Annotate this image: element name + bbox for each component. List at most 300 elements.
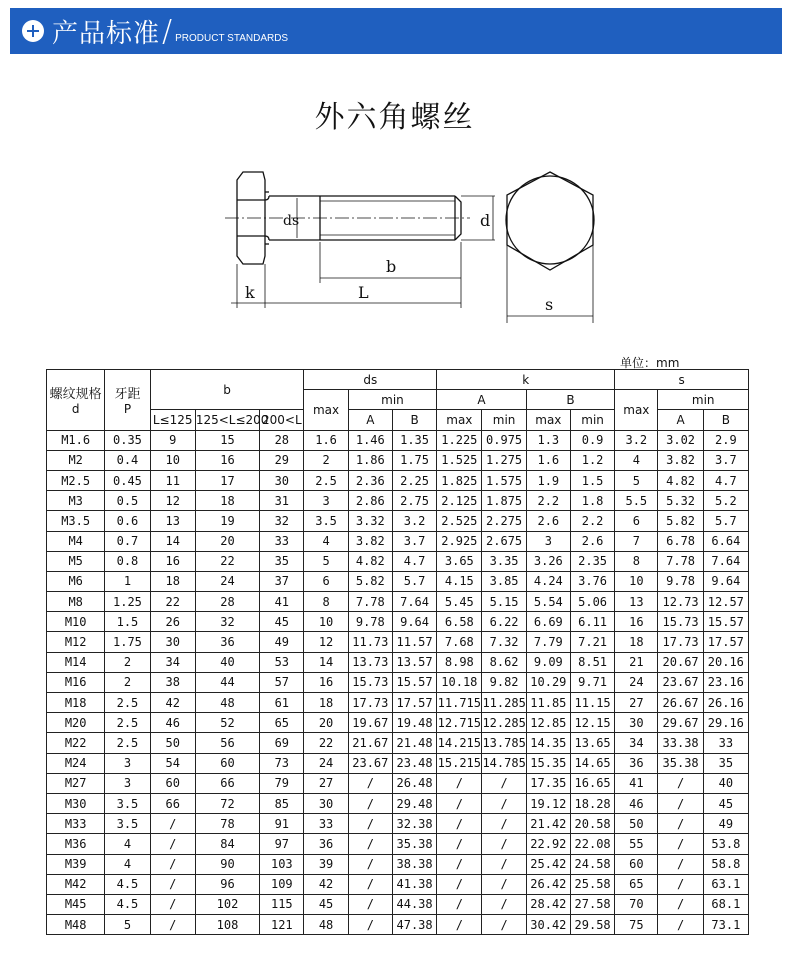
table-cell: 30 bbox=[260, 470, 304, 490]
table-cell: 9.82 bbox=[482, 672, 526, 692]
table-cell: 1.8 bbox=[570, 491, 614, 511]
table-cell: 30 bbox=[150, 632, 195, 652]
table-cell: 13.73 bbox=[348, 652, 392, 672]
table-cell: 7.21 bbox=[570, 632, 614, 652]
table-cell: 3.7 bbox=[392, 531, 436, 551]
table-cell: 3.82 bbox=[658, 450, 703, 470]
table-cell: 57 bbox=[260, 672, 304, 692]
table-cell: / bbox=[150, 814, 195, 834]
table-row bbox=[47, 430, 749, 450]
table-cell: 6.69 bbox=[526, 612, 570, 632]
thread-size-cell: M4 bbox=[47, 531, 105, 551]
table-cell: 0.35 bbox=[105, 430, 150, 450]
table-cell: 14.215 bbox=[437, 733, 482, 753]
table-cell: 1.75 bbox=[105, 632, 150, 652]
table-cell: 32 bbox=[260, 511, 304, 531]
banner-slash: / bbox=[162, 13, 173, 49]
table-cell: / bbox=[150, 854, 195, 874]
table-cell: / bbox=[348, 814, 392, 834]
table-cell: 58.8 bbox=[703, 854, 748, 874]
table-cell: 39 bbox=[304, 854, 348, 874]
table-cell: 21 bbox=[615, 652, 658, 672]
table-cell: 1.5 bbox=[105, 612, 150, 632]
table-cell: 5 bbox=[105, 915, 150, 935]
table-cell: / bbox=[482, 874, 526, 894]
table-cell: 3.85 bbox=[482, 571, 526, 591]
table-cell: / bbox=[150, 894, 195, 914]
banner-subtitle: PRODUCT STANDARDS bbox=[175, 32, 289, 44]
thread-size-cell: M10 bbox=[47, 612, 105, 632]
table-cell: 69 bbox=[260, 733, 304, 753]
table-cell: 91 bbox=[260, 814, 304, 834]
d-label: d bbox=[480, 211, 491, 230]
table-cell: 2.125 bbox=[437, 491, 482, 511]
table-cell: 6.58 bbox=[437, 612, 482, 632]
table-cell: / bbox=[348, 834, 392, 854]
table-cell: 1.2 bbox=[570, 450, 614, 470]
table-cell: 23.67 bbox=[348, 753, 392, 773]
table-cell: 1.3 bbox=[526, 430, 570, 450]
table-cell: 26.48 bbox=[392, 773, 436, 793]
table-cell: 19.12 bbox=[526, 793, 570, 813]
table-cell: 34 bbox=[615, 733, 658, 753]
table-row bbox=[47, 571, 749, 591]
table-cell: 14 bbox=[150, 531, 195, 551]
table-row bbox=[47, 632, 749, 652]
table-cell: 12.73 bbox=[658, 592, 703, 612]
table-cell: 33 bbox=[703, 733, 748, 753]
header-ds-min: min bbox=[348, 390, 437, 410]
table-cell: 41 bbox=[260, 592, 304, 612]
table-cell: 0.6 bbox=[105, 511, 150, 531]
table-cell: 1.35 bbox=[392, 430, 436, 450]
thread-size-cell: M6 bbox=[47, 571, 105, 591]
table-cell: 12 bbox=[304, 632, 348, 652]
header-k-B: B bbox=[526, 390, 615, 410]
table-cell: 13 bbox=[150, 511, 195, 531]
table-cell: 14 bbox=[304, 652, 348, 672]
table-cell: 19.67 bbox=[348, 713, 392, 733]
table-cell: / bbox=[437, 814, 482, 834]
table-cell: / bbox=[348, 854, 392, 874]
table-cell: 5.5 bbox=[615, 491, 658, 511]
thread-size-cell: M48 bbox=[47, 915, 105, 935]
table-cell: 2.86 bbox=[348, 491, 392, 511]
table-cell: 1.86 bbox=[348, 450, 392, 470]
table-cell: 37 bbox=[260, 571, 304, 591]
table-cell: 12.285 bbox=[482, 713, 526, 733]
table-cell: 6.22 bbox=[482, 612, 526, 632]
header-spec: 螺纹规格 d bbox=[47, 370, 105, 431]
table-cell: 3.5 bbox=[105, 814, 150, 834]
table-cell: 0.975 bbox=[482, 430, 526, 450]
table-cell: 28 bbox=[260, 430, 304, 450]
table-cell: 0.4 bbox=[105, 450, 150, 470]
table-cell: 20 bbox=[304, 713, 348, 733]
unit-label: 单位：mm bbox=[620, 356, 680, 370]
table-cell: / bbox=[482, 793, 526, 813]
b-label: b bbox=[386, 257, 397, 276]
table-cell: 21.42 bbox=[526, 814, 570, 834]
table-cell: 13 bbox=[615, 592, 658, 612]
k-label: k bbox=[245, 283, 255, 302]
thread-size-cell: M33 bbox=[47, 814, 105, 834]
table-cell: 2.9 bbox=[703, 430, 748, 450]
table-cell: 13.785 bbox=[482, 733, 526, 753]
table-row bbox=[47, 652, 749, 672]
table-cell: 53 bbox=[260, 652, 304, 672]
table-cell: 44.38 bbox=[392, 894, 436, 914]
table-cell: 40 bbox=[703, 773, 748, 793]
table-cell: 11.57 bbox=[392, 632, 436, 652]
table-cell: 55 bbox=[615, 834, 658, 854]
table-cell: / bbox=[658, 773, 703, 793]
table-cell: 4.7 bbox=[392, 551, 436, 571]
table-cell: / bbox=[348, 773, 392, 793]
table-cell: 2.75 bbox=[392, 491, 436, 511]
table-cell: 1.525 bbox=[437, 450, 482, 470]
table-cell: 30 bbox=[304, 793, 348, 813]
table-cell: 27 bbox=[615, 693, 658, 713]
table-cell: 5.82 bbox=[348, 571, 392, 591]
table-cell: 3 bbox=[105, 773, 150, 793]
table-row bbox=[47, 612, 749, 632]
table-cell: 36 bbox=[304, 834, 348, 854]
table-cell: / bbox=[658, 874, 703, 894]
table-cell: 10 bbox=[615, 571, 658, 591]
table-cell: 45 bbox=[304, 894, 348, 914]
table-cell: / bbox=[482, 894, 526, 914]
table-cell: 35 bbox=[703, 753, 748, 773]
table-cell: 7.78 bbox=[348, 592, 392, 612]
table-cell: 28 bbox=[195, 592, 259, 612]
table-cell: 2.36 bbox=[348, 470, 392, 490]
table-cell: 5 bbox=[304, 551, 348, 571]
table-cell: 45 bbox=[703, 793, 748, 813]
table-cell: 17.35 bbox=[526, 773, 570, 793]
table-cell: 18.28 bbox=[570, 793, 614, 813]
table-cell: 11.85 bbox=[526, 693, 570, 713]
table-cell: 2.6 bbox=[570, 531, 614, 551]
table-cell: 60 bbox=[150, 773, 195, 793]
table-cell: 61 bbox=[260, 693, 304, 713]
table-cell: 4.5 bbox=[105, 894, 150, 914]
table-cell: 108 bbox=[195, 915, 259, 935]
table-cell: 7.32 bbox=[482, 632, 526, 652]
table-cell: / bbox=[150, 834, 195, 854]
table-cell: 32.38 bbox=[392, 814, 436, 834]
table-cell: / bbox=[658, 793, 703, 813]
table-cell: / bbox=[437, 793, 482, 813]
table-cell: 26 bbox=[150, 612, 195, 632]
header-b-sub: L≤125 bbox=[150, 410, 195, 430]
table-cell: 0.8 bbox=[105, 551, 150, 571]
table-cell: 1.825 bbox=[437, 470, 482, 490]
table-cell: 16.65 bbox=[570, 773, 614, 793]
table-cell: 11.715 bbox=[437, 693, 482, 713]
thread-size-cell: M3 bbox=[47, 491, 105, 511]
table-cell: 72 bbox=[195, 793, 259, 813]
table-row bbox=[47, 793, 749, 813]
table-cell: 3.82 bbox=[348, 531, 392, 551]
table-row bbox=[47, 753, 749, 773]
table-cell: 20 bbox=[195, 531, 259, 551]
table-cell: 1.225 bbox=[437, 430, 482, 450]
table-cell: 2.675 bbox=[482, 531, 526, 551]
table-cell: 19.48 bbox=[392, 713, 436, 733]
table-cell: 10.29 bbox=[526, 672, 570, 692]
table-cell: 8 bbox=[304, 592, 348, 612]
table-cell: 24 bbox=[304, 753, 348, 773]
table-cell: 3 bbox=[526, 531, 570, 551]
table-cell: 8.51 bbox=[570, 652, 614, 672]
table-row bbox=[47, 713, 749, 733]
header-pitch: 牙距 P bbox=[105, 370, 150, 431]
table-cell: 26.67 bbox=[658, 693, 703, 713]
table-cell: 30.42 bbox=[526, 915, 570, 935]
banner-title: 产品标准 bbox=[52, 18, 161, 49]
table-cell: / bbox=[150, 915, 195, 935]
table-cell: 5.32 bbox=[658, 491, 703, 511]
table-cell: 12.57 bbox=[703, 592, 748, 612]
table-row bbox=[47, 470, 749, 490]
header-s-min-B: B bbox=[703, 410, 748, 430]
table-cell: 0.7 bbox=[105, 531, 150, 551]
table-cell: / bbox=[482, 854, 526, 874]
table-cell: 0.45 bbox=[105, 470, 150, 490]
table-cell: 2.5 bbox=[304, 470, 348, 490]
table-cell: 4.7 bbox=[703, 470, 748, 490]
table-cell: 1.6 bbox=[304, 430, 348, 450]
table-cell: 66 bbox=[195, 773, 259, 793]
table-cell: 3.65 bbox=[437, 551, 482, 571]
section-banner bbox=[10, 8, 782, 54]
table-cell: 44 bbox=[195, 672, 259, 692]
table-cell: 41.38 bbox=[392, 874, 436, 894]
table-row bbox=[47, 551, 749, 571]
table-cell: / bbox=[658, 814, 703, 834]
table-cell: / bbox=[348, 915, 392, 935]
table-cell: 15.35 bbox=[526, 753, 570, 773]
thread-size-cell: M42 bbox=[47, 874, 105, 894]
table-cell: 103 bbox=[260, 854, 304, 874]
table-cell: 9.78 bbox=[658, 571, 703, 591]
table-cell: 35 bbox=[260, 551, 304, 571]
table-cell: 2.5 bbox=[105, 733, 150, 753]
table-cell: / bbox=[482, 834, 526, 854]
thread-size-cell: M16 bbox=[47, 672, 105, 692]
thread-size-cell: M24 bbox=[47, 753, 105, 773]
thread-size-cell: M3.5 bbox=[47, 511, 105, 531]
table-cell: 7.78 bbox=[658, 551, 703, 571]
table-cell: 42 bbox=[150, 693, 195, 713]
table-cell: 19 bbox=[195, 511, 259, 531]
table-cell: 34 bbox=[150, 652, 195, 672]
table-cell: 9.71 bbox=[570, 672, 614, 692]
table-row bbox=[47, 894, 749, 914]
table-cell: 4.5 bbox=[105, 874, 150, 894]
header-s-min: min bbox=[658, 390, 749, 410]
table-cell: 30 bbox=[615, 713, 658, 733]
table-cell: 1.275 bbox=[482, 450, 526, 470]
table-cell: 2.525 bbox=[437, 511, 482, 531]
table-cell: 48 bbox=[195, 693, 259, 713]
table-cell: 18 bbox=[195, 491, 259, 511]
thread-size-cell: M18 bbox=[47, 693, 105, 713]
table-cell: 6 bbox=[304, 571, 348, 591]
header-s-max: max bbox=[615, 390, 658, 430]
table-cell: 70 bbox=[615, 894, 658, 914]
table-cell: 11.285 bbox=[482, 693, 526, 713]
table-cell: 53.8 bbox=[703, 834, 748, 854]
table-cell: 12.85 bbox=[526, 713, 570, 733]
table-cell: 16 bbox=[195, 450, 259, 470]
table-cell: 8 bbox=[615, 551, 658, 571]
thread-size-cell: M2.5 bbox=[47, 470, 105, 490]
table-cell: 33.38 bbox=[658, 733, 703, 753]
table-cell: 36 bbox=[615, 753, 658, 773]
table-cell: 90 bbox=[195, 854, 259, 874]
table-cell: 1.6 bbox=[526, 450, 570, 470]
table-cell: 22.92 bbox=[526, 834, 570, 854]
header-s: s bbox=[615, 370, 749, 390]
table-cell: 47.38 bbox=[392, 915, 436, 935]
table-cell: 6.64 bbox=[703, 531, 748, 551]
table-cell: 5.06 bbox=[570, 592, 614, 612]
table-cell: 13.65 bbox=[570, 733, 614, 753]
table-cell: 1.5 bbox=[570, 470, 614, 490]
table-cell: 20.67 bbox=[658, 652, 703, 672]
thread-size-cell: M14 bbox=[47, 652, 105, 672]
table-cell: 42 bbox=[304, 874, 348, 894]
table-cell: 15.57 bbox=[703, 612, 748, 632]
thread-size-cell: M36 bbox=[47, 834, 105, 854]
table-cell: 2.925 bbox=[437, 531, 482, 551]
table-cell: 14.785 bbox=[482, 753, 526, 773]
table-cell: 24 bbox=[615, 672, 658, 692]
table-cell: 16 bbox=[304, 672, 348, 692]
ds-label: ds bbox=[283, 213, 300, 229]
table-cell: 24 bbox=[195, 571, 259, 591]
table-cell: 28.42 bbox=[526, 894, 570, 914]
table-cell: 50 bbox=[150, 733, 195, 753]
L-label: L bbox=[358, 283, 369, 302]
table-cell: 50 bbox=[615, 814, 658, 834]
table-cell: 3.35 bbox=[482, 551, 526, 571]
table-cell: 14.35 bbox=[526, 733, 570, 753]
table-cell: / bbox=[348, 793, 392, 813]
table-cell: 27.58 bbox=[570, 894, 614, 914]
thread-size-cell: M12 bbox=[47, 632, 105, 652]
table-cell: 20.58 bbox=[570, 814, 614, 834]
table-cell: 5.45 bbox=[437, 592, 482, 612]
table-cell: 25.42 bbox=[526, 854, 570, 874]
table-row bbox=[47, 592, 749, 612]
header-k-A-min: min bbox=[482, 410, 526, 430]
table-row bbox=[47, 672, 749, 692]
table-cell: 7.64 bbox=[703, 551, 748, 571]
table-cell: 17.57 bbox=[392, 693, 436, 713]
hex-bolt-drawing bbox=[215, 158, 615, 323]
table-cell: 23.16 bbox=[703, 672, 748, 692]
table-cell: / bbox=[150, 874, 195, 894]
table-cell: 41 bbox=[615, 773, 658, 793]
table-cell: 18 bbox=[304, 693, 348, 713]
header-ds: ds bbox=[304, 370, 437, 390]
table-cell: 49 bbox=[260, 632, 304, 652]
table-cell: / bbox=[348, 894, 392, 914]
table-cell: / bbox=[658, 834, 703, 854]
table-cell: / bbox=[437, 773, 482, 793]
table-cell: 7.79 bbox=[526, 632, 570, 652]
table-cell: 1.25 bbox=[105, 592, 150, 612]
plus-circle-icon bbox=[22, 20, 44, 42]
page-title: 外六角螺丝 bbox=[314, 100, 475, 135]
table-cell: 109 bbox=[260, 874, 304, 894]
s-label: s bbox=[545, 295, 554, 314]
table-cell: 5.7 bbox=[392, 571, 436, 591]
table-cell: 1.575 bbox=[482, 470, 526, 490]
table-cell: 33 bbox=[304, 814, 348, 834]
header-b: b bbox=[150, 370, 304, 410]
table-cell: 3 bbox=[105, 753, 150, 773]
table-cell: 60 bbox=[615, 854, 658, 874]
table-row bbox=[47, 773, 749, 793]
header-k: k bbox=[437, 370, 615, 390]
table-cell: 3 bbox=[304, 491, 348, 511]
table-cell: 5 bbox=[615, 470, 658, 490]
table-cell: 17.73 bbox=[658, 632, 703, 652]
bolt-spec-table bbox=[46, 369, 749, 935]
table-cell: 7.68 bbox=[437, 632, 482, 652]
table-cell: 45 bbox=[260, 612, 304, 632]
table-cell: 3.26 bbox=[526, 551, 570, 571]
table-row bbox=[47, 450, 749, 470]
table-row bbox=[47, 834, 749, 854]
table-cell: 15.57 bbox=[392, 672, 436, 692]
thread-size-cell: M27 bbox=[47, 773, 105, 793]
table-cell: 52 bbox=[195, 713, 259, 733]
table-row bbox=[47, 854, 749, 874]
table-cell: / bbox=[482, 814, 526, 834]
table-row bbox=[47, 874, 749, 894]
table-cell: / bbox=[482, 915, 526, 935]
table-cell: 68.1 bbox=[703, 894, 748, 914]
table-cell: 13.57 bbox=[392, 652, 436, 672]
table-cell: 3.5 bbox=[304, 511, 348, 531]
table-row bbox=[47, 915, 749, 935]
header-ds-min-B: B bbox=[392, 410, 436, 430]
table-cell: 29.67 bbox=[658, 713, 703, 733]
header-k-A-max: max bbox=[437, 410, 482, 430]
table-cell: 65 bbox=[615, 874, 658, 894]
table-cell: 7.64 bbox=[392, 592, 436, 612]
table-cell: 11.73 bbox=[348, 632, 392, 652]
table-cell: 23.67 bbox=[658, 672, 703, 692]
table-cell: 18 bbox=[615, 632, 658, 652]
table-cell: 60 bbox=[195, 753, 259, 773]
table-cell: 20.16 bbox=[703, 652, 748, 672]
table-cell: / bbox=[658, 894, 703, 914]
table-cell: 3.32 bbox=[348, 511, 392, 531]
table-cell: 22 bbox=[150, 592, 195, 612]
table-cell: 26.42 bbox=[526, 874, 570, 894]
table-cell: 96 bbox=[195, 874, 259, 894]
thread-size-cell: M2 bbox=[47, 450, 105, 470]
table-cell: 3.7 bbox=[703, 450, 748, 470]
table-cell: 15 bbox=[195, 430, 259, 450]
table-cell: 14.65 bbox=[570, 753, 614, 773]
